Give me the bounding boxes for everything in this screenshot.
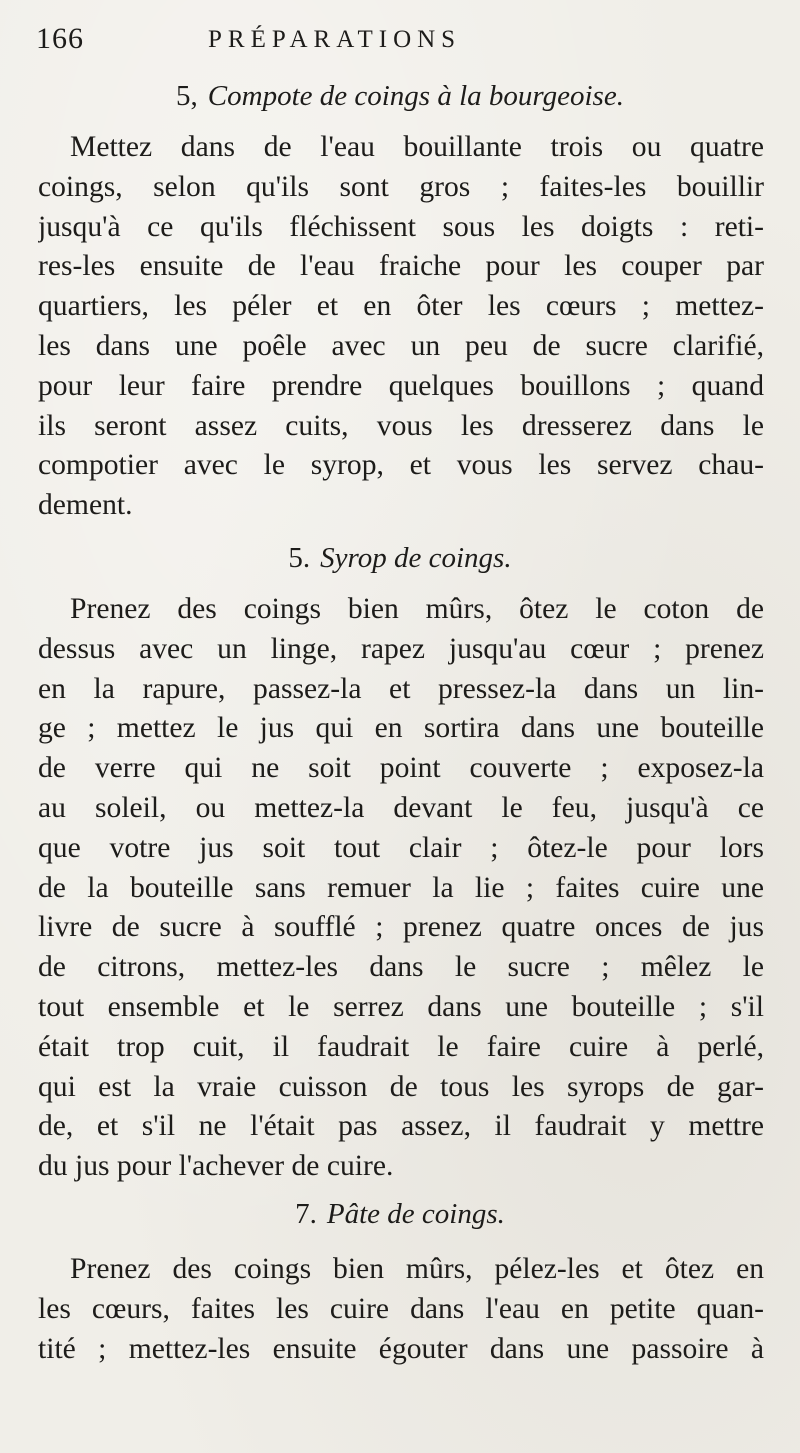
text-line: ils seront assez cuits, vous les dresserez dans le xyxy=(38,409,764,442)
section-heading-compote xyxy=(0,80,800,113)
text-line: en la rapure, passez-la et pressez-la dans un lin- xyxy=(38,672,764,705)
text-line: au soleil, ou mettez-la devant le feu, jusqu'à ce xyxy=(38,791,764,824)
text-line: que votre jus soit tout clair ; ôtez-le pour lors xyxy=(38,831,764,864)
section-number: 5, xyxy=(176,80,198,112)
text-line: jusqu'à ce qu'ils fléchissent sous les doigts : reti- xyxy=(38,210,764,243)
text-line: Prenez des coings bien mûrs, pélez-les et ôtez en xyxy=(70,1253,764,1285)
text-line: livre de sucre à soufflé ; prenez quatre onces de jus xyxy=(38,911,764,944)
paragraph-pate xyxy=(38,1250,764,1369)
text-line: ge ; mettez le jus qui en sortira dans une bouteille xyxy=(38,712,764,745)
text-line: pour leur faire prendre quelques bouillons ; quand xyxy=(38,369,764,402)
text-line: tité ; mettez-les ensuite égouter dans une passoire à xyxy=(38,1332,764,1365)
text-line: de citrons, mettez-les dans le sucre ; mêlez le xyxy=(38,951,764,984)
text-line: qui est la vraie cuisson de tous les syrops de gar- xyxy=(38,1070,764,1103)
section-title: Syrop de coings. xyxy=(320,542,512,574)
text-line: de verre qui ne soit point couverte ; exposez-la xyxy=(38,752,764,785)
text-line: les dans une poêle avec un peu de sucre clarifié, xyxy=(38,329,764,362)
text-line: compotier avec le syrop, et vous les servez chau- xyxy=(38,449,764,482)
section-number: 7. xyxy=(295,1198,317,1230)
text-line: du jus pour l'achever de cuire. xyxy=(38,1150,394,1183)
text-line: les cœurs, faites les cuire dans l'eau en petite quan- xyxy=(38,1292,764,1325)
running-head xyxy=(36,22,764,62)
page-number: 166 xyxy=(36,22,84,55)
section-number: 5. xyxy=(288,542,311,574)
paragraph-syrop xyxy=(38,590,764,1187)
text-line: quartiers, les péler et en ôter les cœurs ; mettez- xyxy=(38,290,764,323)
section-title: Compote de coings à la bourgeoise. xyxy=(207,80,624,112)
section-title: Pâte de coings. xyxy=(326,1198,505,1230)
text-line: coings, selon qu'ils sont gros ; faites-les bouillir xyxy=(38,170,764,203)
paragraph-compote xyxy=(38,128,764,526)
text-line: de, et s'il ne l'était pas assez, il faudrait y mettre xyxy=(38,1110,764,1143)
section-heading-syrop xyxy=(0,542,800,575)
text-line: dessus avec un linge, rapez jusqu'au cœur ; prenez xyxy=(38,632,764,665)
text-line: Mettez dans de l'eau bouillante trois ou quatre xyxy=(70,131,764,163)
text-line: res-les ensuite de l'eau fraiche pour les couper par xyxy=(38,250,764,283)
text-line: était trop cuit, il faudrait le faire cuire à perlé, xyxy=(38,1030,764,1063)
text-line: Prenez des coings bien mûrs, ôtez le coton de xyxy=(70,593,764,625)
text-line: de la bouteille sans remuer la lie ; faites cuire une xyxy=(38,871,764,904)
running-title: PRÉPARATIONS xyxy=(208,26,462,53)
text-line: tout ensemble et le serrez dans une bouteille ; s'il xyxy=(38,990,764,1023)
text-line: dement. xyxy=(38,489,133,522)
section-heading-pate xyxy=(0,1198,800,1231)
